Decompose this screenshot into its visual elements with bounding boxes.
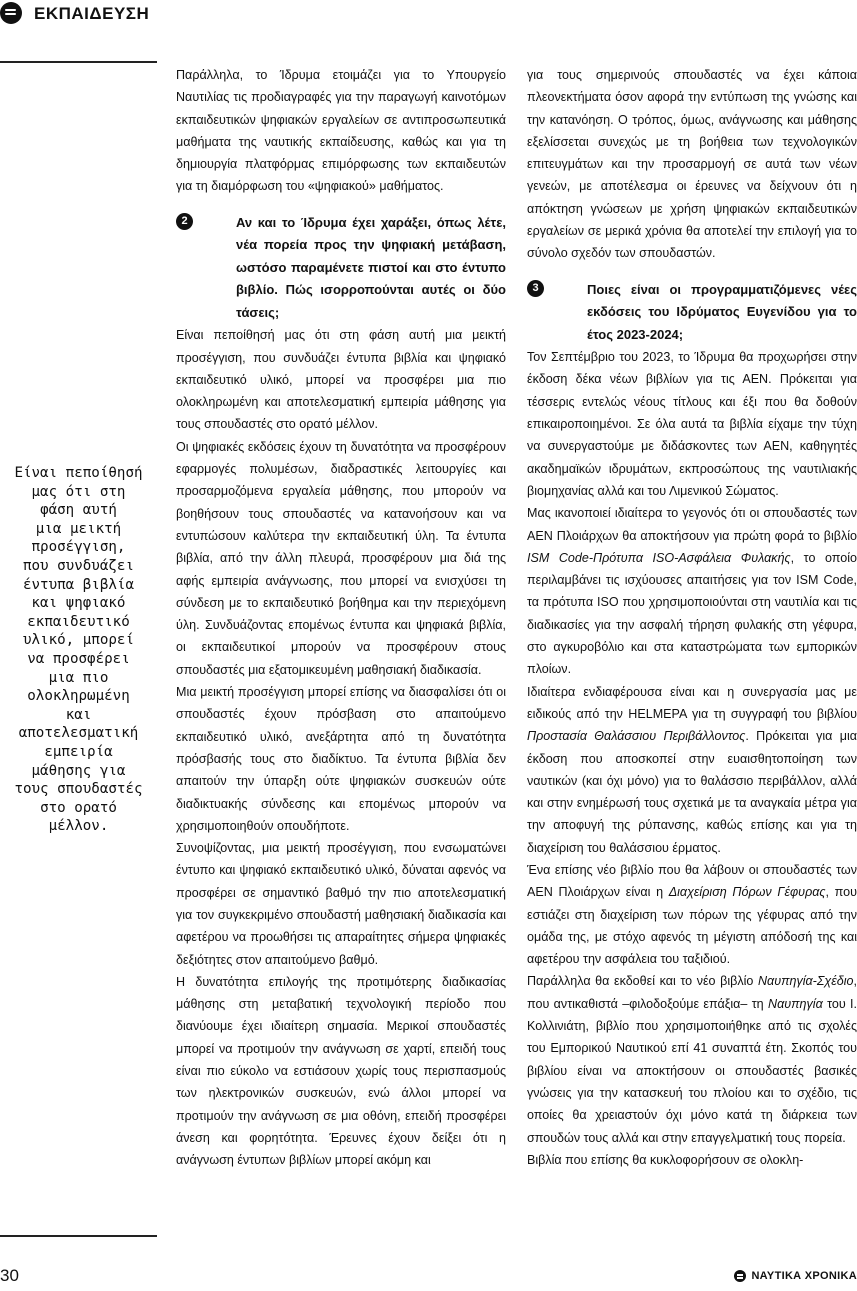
pull-quote-line: εκπαιδευτικό	[27, 613, 130, 630]
paragraph: για τους σημερινούς σπουδαστές να έχει κάποια πλεονεκτήματα όσον αφορά την εντύπωση της γνώσης και την κατανόηση. Ο τρόπος, όμως, ανάγνωσης και μάθησης εξελίσσεται συνεχώς με τη βοήθεια των τεχνολογικών επιτευγμάτων και την προσαρμογή σε αυτά των νέων γενεών, με αποτέλεσμα οι έρευνες να δείχνουν ότι η απόκτηση γνώσεων με χρήση ψηφιακών εκπαιδευτικών εργαλείων σε μερικά χρόνια θα αποτελεί την επιλογή για το σύνολο σχεδόν των σπουδαστών.	[527, 68, 857, 261]
pull-quote-line: και ψηφιακό	[31, 595, 126, 612]
book-title: Ναυπηγία	[768, 996, 823, 1011]
pull-quote-line: μάθησης για	[31, 762, 126, 779]
pull-quote-line: υλικό, μπορεί	[22, 632, 135, 649]
page-number: 30	[0, 1266, 19, 1285]
book-title: Ναυπηγία-Σχέδιο	[757, 974, 854, 989]
pull-quote-line: προσέγγιση,	[31, 539, 126, 556]
paragraph: Η δυνατότητα επιλογής της προτιμότερης διαδικασίας μάθησης στη μεταβατική τεχνολογική περίοδο που διανύουμε έχει ιδιαίτερη σημασία. Μερικοί σπουδαστές μπορεί να προτιμούν την ανάγνωση σε χαρτί, επειδή τους είναι πιο εύκολο να εστιάσουν χωρίς τους περισπασμούς των ηλεκτρονικών συσκευών, ενώ άλλοι μπορεί να προτιμούν την ανάγνωση σε μια οθόνη, επειδή προσφέρει άνεση και φορητότητα. Έρευνες έχουν δείξει ότι η ανάγνωση έντυπων βιβλίων μπορεί ακόμη και	[176, 974, 506, 1168]
paragraph: Παράλληλα, το Ίδρυμα ετοιμάζει για το Υπουργείο Ναυτιλίας τις προδιαγραφές για την παραγωγή καινοτόμων εκπαιδευτικών ψηφιακών εργαλείων σε αντιπροσωπευτικά μαθήματα της ναυτικής εκπαίδευσης, καθώς και για τη δημιουργία πλατφόρμας επιμόρφωσης των εκπαιδευτών για τη διαμόρφωση του «ψηφιακού» μαθήματος.	[176, 68, 506, 194]
question-number-badge: 2	[176, 213, 193, 230]
paragraph: Μας ικανοποιεί ιδιαίτερα το γεγονός ότι οι σπουδαστές των ΑΕΝ Πλοιάρχων θα αποκτήσουν για πρώτη φορά το βιβλίο ISM Code-Πρότυπα ISO-Ασφάλεια Φυλακής, το οποίο περιλαμβάνει τις ισχύουσες απαιτήσεις για τον ISM Code, τα πρότυπα ISO που χρησιμοποιούνται στη ναυτιλία και τις διαδικασίες για την ασφαλή τήρηση φυλακής στη γέφυρα, στο αγκυροβόλιο και στα καταστρώματα των εμπορικών πλοίων.	[527, 506, 857, 677]
pull-quote-line: ολοκληρωμένη	[27, 688, 130, 705]
magazine-logo-icon	[734, 1270, 746, 1282]
paragraph: Μια μεικτή προσέγγιση μπορεί επίσης να διασφαλίσει ότι οι σπουδαστές έχουν πρόσβαση στο απαιτούμενο εκπαιδευτικό υλικό, ανεξάρτητα από τη δυνατότητα πρόσβασής τους στο διαδίκτυο. Τα έντυπα βιβλία δεν απαιτούν την ύπαρξη ούτε ψηφιακών συσκευών ούτε διαδικτυακής σύνδεσης και επομένως μπορούν να χρησιμοποιηθούν οπουδήποτε.	[176, 685, 506, 833]
section-logo-icon	[0, 2, 22, 24]
paragraph: Βιβλία που επίσης θα κυκλοφορήσουν σε ολοκλη-	[527, 1152, 804, 1167]
pull-quote-line: που συνδυάζει	[22, 557, 135, 574]
paragraph: Τον Σεπτέμβριο του 2023, το Ίδρυμα θα προχωρήσει στην έκδοση δέκα νέων βιβλίων για τις ΑΕΝ. Πρόκειται για τέσσερις εντελώς νέους τίτλους και έξι που θα δοθούν επικαιροποιημένοι. Σε όλα αυτά τα βιβλία είχαμε την τύχη να συνεργαστούμε με διδάσκοντες των ΑΕΝ, καθηγητές ακαδημαϊκών ιδρυμάτων, εκπροσώπους της ναυτιλιακής βιομηχανίας αλλά και του Λιμενικού Σώματος.	[527, 350, 857, 498]
paragraph: Οι ψηφιακές εκδόσεις έχουν τη δυνατότητα να προσφέρουν εφαρμογές πολυμέσων, διαδραστικές λειτουργίες και προσαρμοζόμενα εργαλεία μάθησης, που μπορούν να βοηθήσουν τους σπουδαστές να κατανοήσουν και να εντυπώσουν καλύτερα την εκπαιδευτική ύλη. Τα έντυπα βιβλία, από την άλλη πλευρά, προσφέρουν μια διά της αφής εμπειρία ανάγνωσης, που μπορεί να ενισχύσει τη σύνδεση με το εκπαιδευτικό βοήθημα και την περιεχόμενη ύλη. Συνδυάζοντας επομένως έντυπα και ψηφιακά βιβλία, οι εκπαιδευτικοί μπορούν να προσφέρουν στους σπουδαστές μια εξατομικευμένη μαθησιακή διαδικασία.	[176, 439, 506, 677]
top-rule	[0, 61, 157, 63]
question-2	[176, 212, 506, 325]
book-title: Διαχείριση Πόρων Γέφυρας	[668, 885, 826, 900]
question-number-badge: 3	[527, 280, 544, 297]
pull-quote-line: φάση αυτή	[40, 502, 117, 519]
pull-quote-line: αποτελεσματική	[18, 725, 139, 742]
paragraph: Συνοψίζοντας, μια μεικτή προσέγγιση, που ενσωματώνει έντυπο και ψηφιακό εκπαιδευτικό υλικό, δύναται αφενός να προσφέρει σε σημαντικό βαθμό την πιο αποτελεσματική για τον συγκεκριμένο σπουδαστή μαθησιακή διαδικασία και αφετέρου να προωθήσει τις απαραίτητες σήμερα ψηφιακές δεξιότητες στον απαιτούμενο βαθμό.	[176, 841, 506, 967]
question-text: Αν και το Ίδρυμα έχει χαράξει, όπως λέτε, νέα πορεία προς την ψηφιακή μετάβαση, ωστόσο παραμένετε πιστοί και στο έντυπο βιβλίο. Πώς ισορροπούνται αυτές οι δύο τάσεις;	[236, 214, 506, 320]
paragraph: Είναι πεποίθησή μας ότι στη φάση αυτή μια μεικτή προσέγγιση, που συνδυάζει έντυπα βιβλία και ψηφιακό εκπαιδευτικό υλικό, μπορεί να προσφέρει μια πιο ολοκληρωμένη και αποτελεσματική εμπειρία μάθησης για τους σπουδαστές στο ορατό μέλλον.	[176, 328, 506, 432]
pull-quote-line: μας ότι στη	[31, 483, 126, 500]
book-title: ISM Code-Πρότυπα ISO-Ασφάλεια Φυλακής	[527, 550, 791, 565]
pull-quote-line: στο ορατό	[40, 799, 117, 816]
article-column-2	[527, 64, 857, 1171]
pull-quote-line: εμπειρία	[44, 743, 113, 760]
pull-quote	[0, 464, 157, 836]
question-text: Ποιες είναι οι προγραμματιζόμενες νέες εκδόσεις του Ιδρύματος Ευγενίδου για το έτος 2023-2024;	[587, 281, 857, 342]
section-title: ΕΚΠΑΙΔΕΥΣΗ	[34, 4, 150, 23]
pull-quote-line: μια μεικτή	[35, 520, 122, 537]
question-3	[527, 279, 857, 347]
pull-quote-line: μέλλον.	[48, 818, 109, 835]
pull-quote-line: και	[65, 706, 92, 723]
pull-quote-line: έντυπα βιβλία	[22, 576, 135, 593]
magazine-logo	[734, 1270, 857, 1282]
pull-quote-line: μια πιο	[48, 669, 109, 686]
paragraph: Παράλληλα θα εκδοθεί και το νέο βιβλίο Ναυπηγία-Σχέδιο, που αντικαθιστά –φιλοδοξούμε επάξια– τη Ναυπηγία του Ι. Κολλινιάτη, βιβλίο που χρησιμοποιήθηκε από τις σχολές του Εμπορικού Ναυτικού επί 41 συναπτά έτη. Σκοπός του βιβλίου είναι να αποκτήσουν οι σπουδαστές βασικές γνώσεις για την κατασκευή του πλοίου και το σχέδιο, τις οποίες θα χρειαστούν όχι μόνο κατά τη διάρκεια των σπουδών τους αλλά και στην επαγγελματική τους πορεία.	[527, 974, 857, 1145]
book-title: Προστασία Θαλάσσιου Περιβάλλοντος	[527, 729, 746, 744]
pull-quote-line: τους σπουδαστές	[14, 781, 143, 798]
paragraph: Ένα επίσης νέο βιβλίο που θα λάβουν οι σπουδαστές των ΑΕΝ Πλοιάρχων είναι η Διαχείριση Πόρων Γέφυρας, που εστιάζει στη διαχείριση των πόρων της γέφυρας από την ομάδα της, με στόχο αφενός τη μέγιστη απόδοσή της και αφετέρου την ασφάλεια του ταξιδιού.	[527, 863, 857, 967]
pull-quote-line: Είναι πεποίθησή	[14, 465, 143, 481]
magazine-name: ΝΑΥΤΙΚΑ ΧΡΟΝΙΚΑ	[751, 1270, 857, 1282]
article-column-1	[176, 64, 506, 1172]
bottom-rule	[0, 1235, 157, 1237]
pull-quote-line: να προσφέρει	[27, 650, 130, 667]
paragraph: Ιδιαίτερα ενδιαφέρουσα είναι και η συνεργασία μας με ειδικούς από την HELMEPA για τη συγγραφή του βιβλίου Προστασία Θαλάσσιου Περιβάλλοντος. Πρόκειται για μια έκδοση που αποσκοπεί στην ευαισθητοποίηση των ναυτικών (και όχι μόνο) για το θαλάσσιο περιβάλλον, αλλά και στην ενημέρωσή τους σχετικά με τα αναγκαία μέτρα για την αποφυγή της ρύπανσης, καθώς επίσης και για τη διαχείριση του θαλάσσιου έρματος.	[527, 684, 857, 855]
